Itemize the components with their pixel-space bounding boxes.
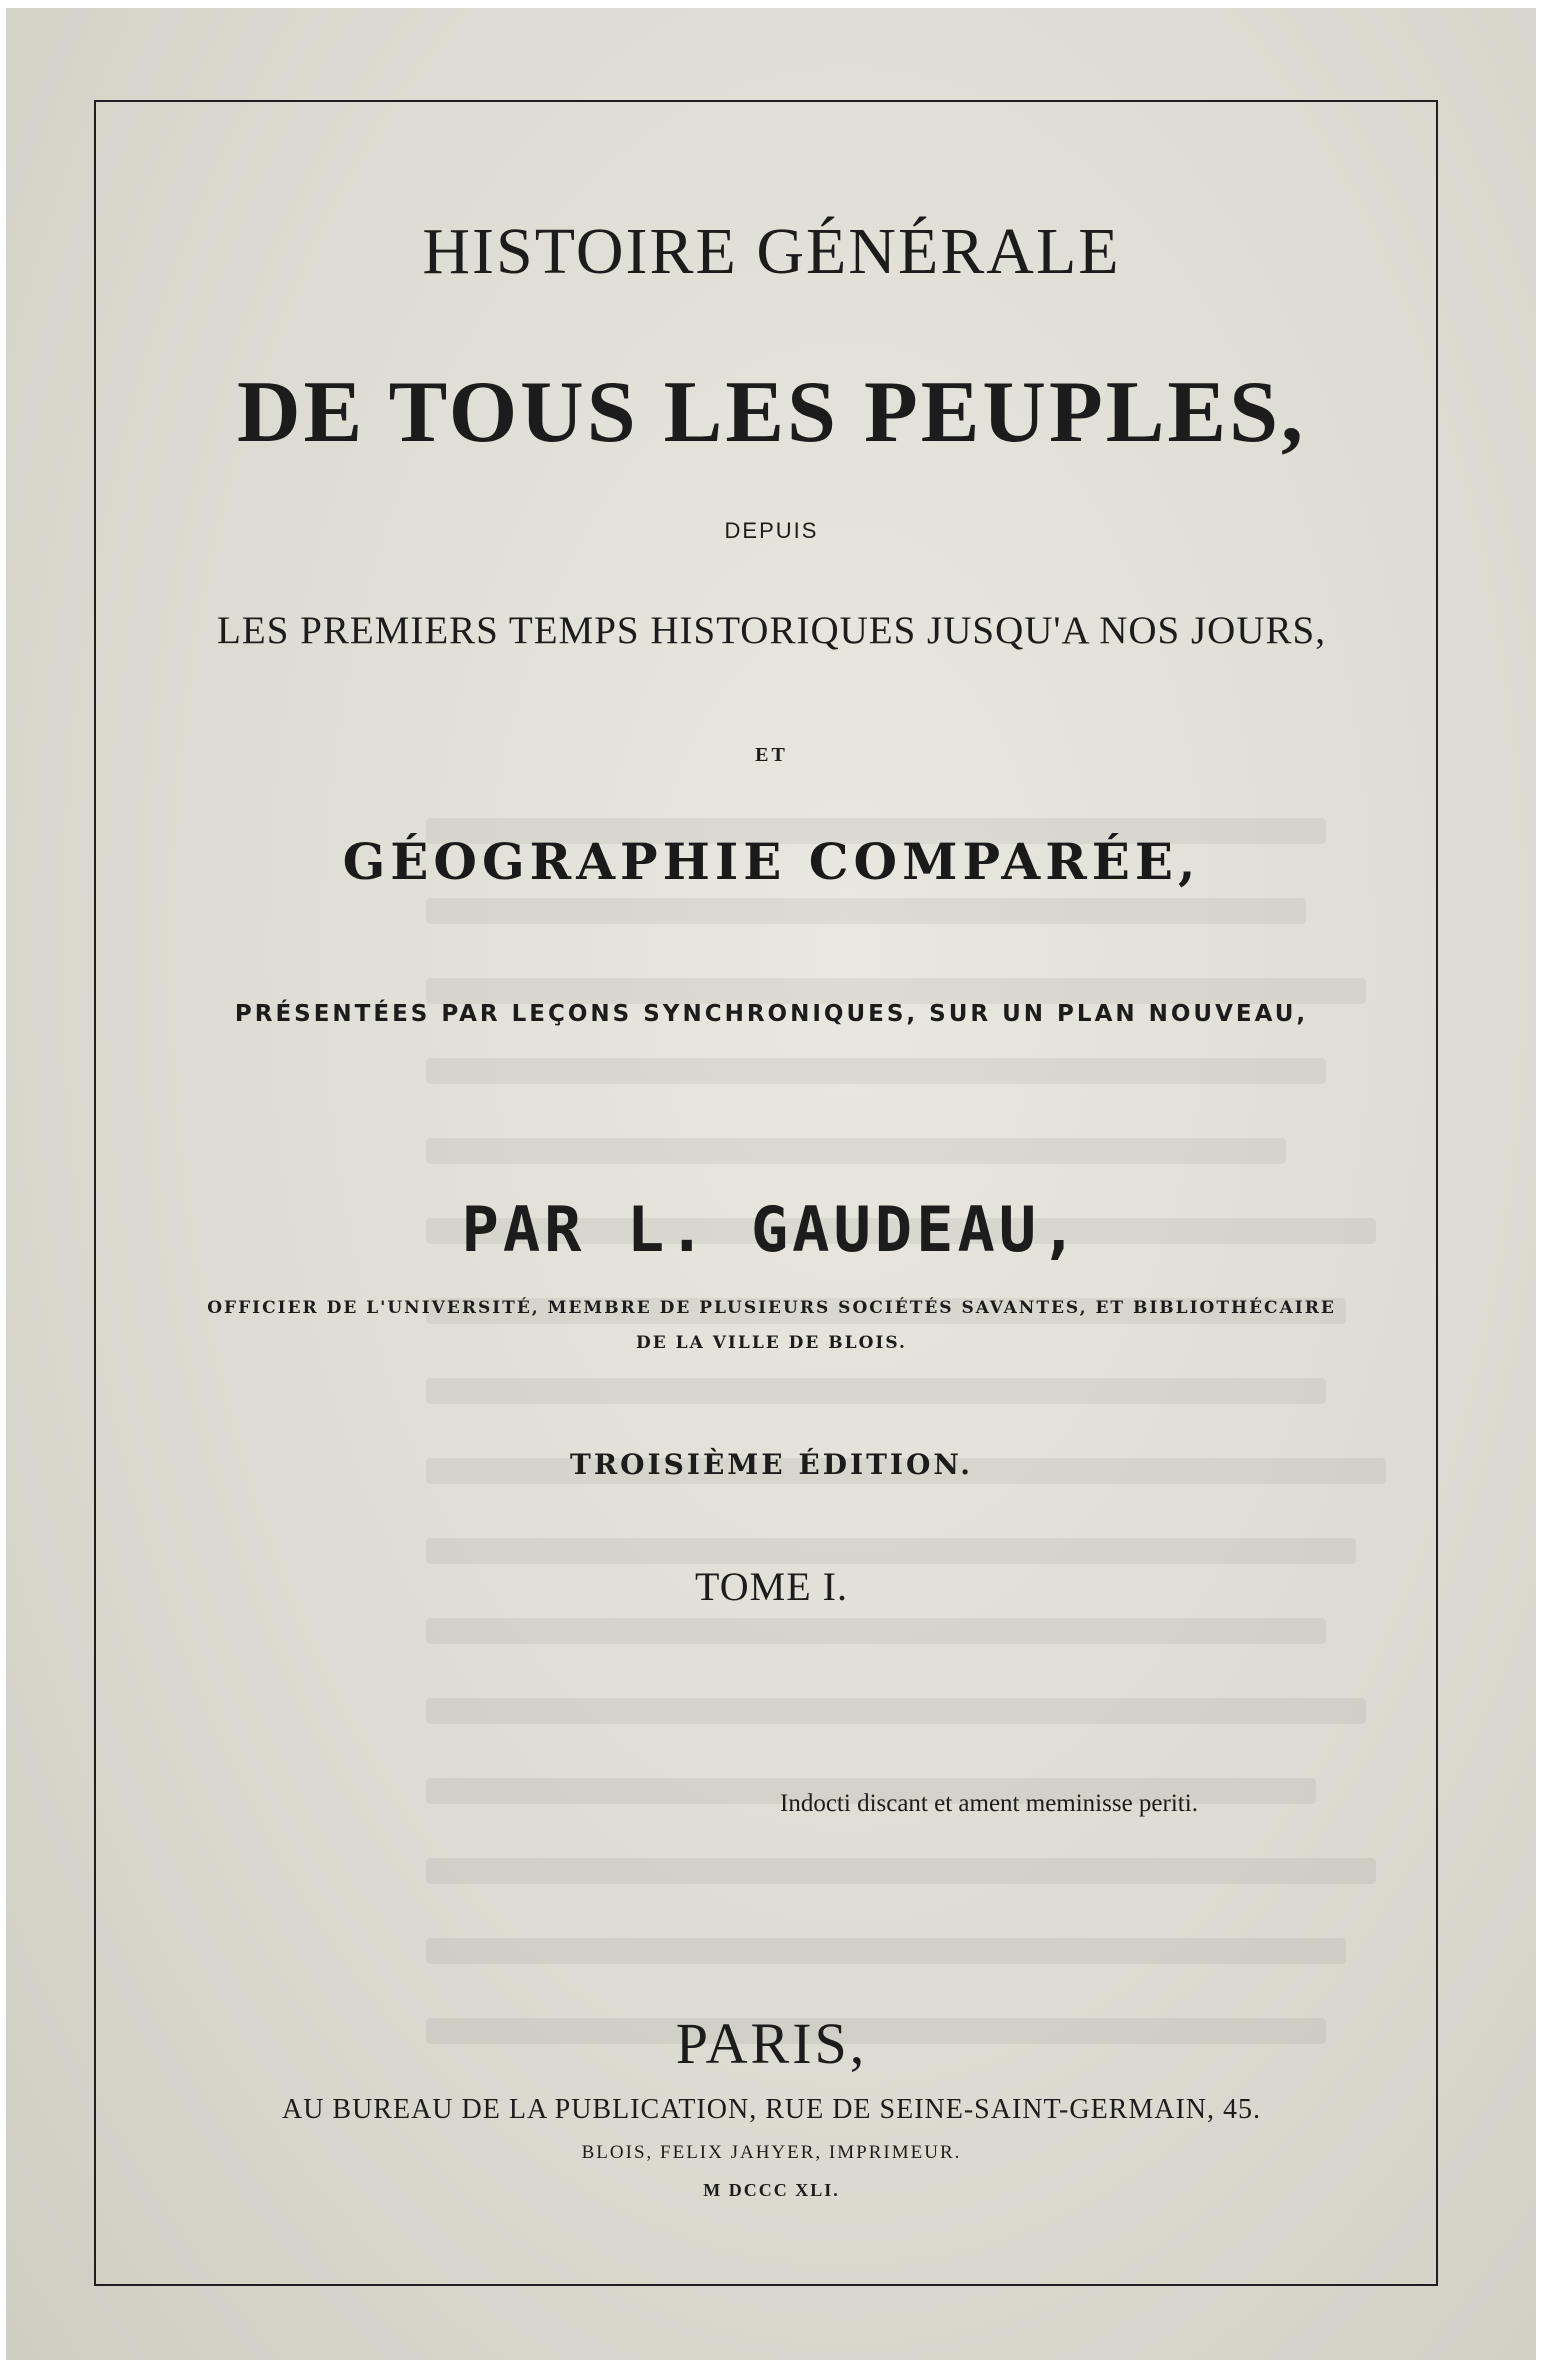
author-credentials-line-1: OFFICIER DE L'UNIVERSITÉ, MEMBRE DE PLUSIEURS SOCIÉTÉS SAVANTES, ET BIBLIOTHÉCAIRE (207, 1298, 1336, 1318)
title-line-1: HISTOIRE GÉNÉRALE (422, 215, 1121, 288)
epigraph: Indocti discant et ament meminisse periti. (780, 1790, 1198, 1817)
presentation-line: PRÉSENTÉES PAR LEÇONS SYNCHRONIQUES, SUR UN PLAN NOUVEAU, (234, 1001, 1309, 1027)
book-page (6, 8, 1536, 2360)
author-credentials-line-2: DE LA VILLE DE BLOIS. (636, 1333, 907, 1353)
edition-label: TROISIÈME ÉDITION. (570, 1448, 973, 1481)
conjunction-et: ET (755, 744, 788, 766)
author-name: PAR L. GAUDEAU, (461, 1193, 1082, 1266)
depuis-label: DEPUIS (724, 518, 819, 543)
printer-line: BLOIS, FELIX JAHYER, IMPRIMEUR. (581, 2142, 962, 2163)
title-line-2: DE TOUS LES PEUPLES, (236, 364, 1307, 461)
geography-title: GÉOGRAPHIE COMPARÉE, (342, 832, 1201, 891)
publication-date: M DCCC XLI. (703, 2180, 840, 2200)
publisher-address: AU BUREAU DE LA PUBLICATION, RUE DE SEINE-SAINT-GERMAIN, 45. (281, 2094, 1262, 2125)
subtitle: LES PREMIERS TEMPS HISTORIQUES JUSQU'A NOS JOURS, (217, 609, 1326, 652)
publication-city: PARIS, (675, 2011, 868, 2076)
volume-label: TOME I. (695, 1564, 848, 1609)
